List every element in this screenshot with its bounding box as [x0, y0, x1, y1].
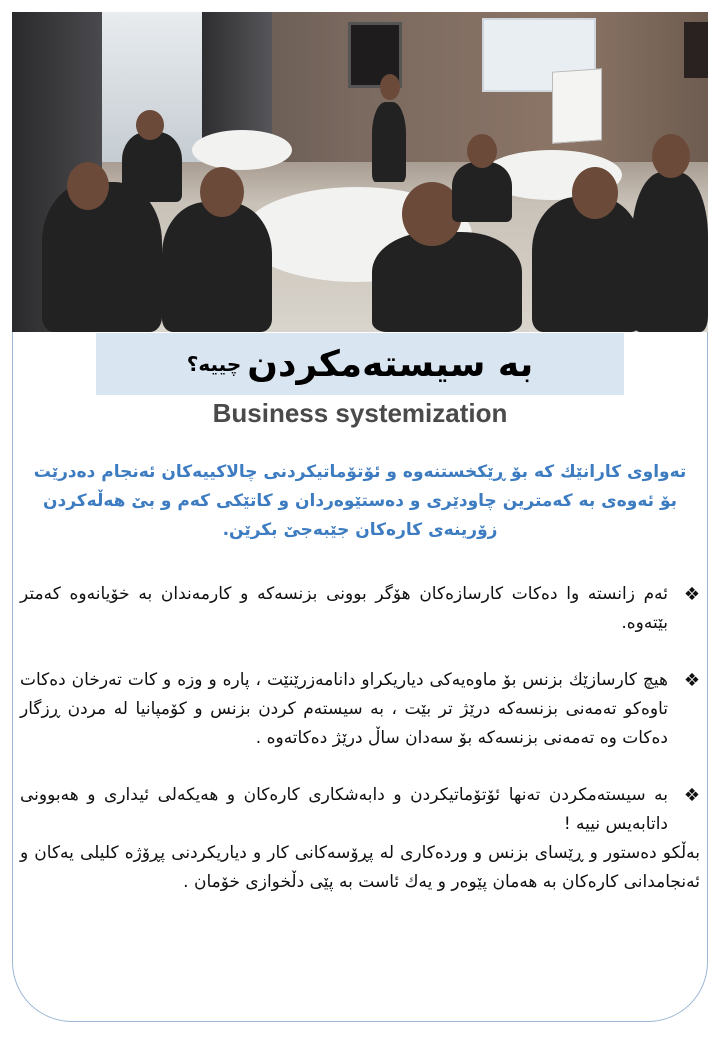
- photo-wall-frame-right: [684, 22, 708, 78]
- diamond-bullet-icon: ❖: [683, 670, 700, 691]
- photo-person: [122, 132, 182, 202]
- conference-photo: [12, 12, 708, 332]
- bullet-item: [20, 580, 700, 638]
- photo-person-head: [652, 134, 690, 178]
- photo-person-head: [572, 167, 618, 219]
- photo-person: [372, 232, 522, 332]
- photo-person-head: [136, 110, 164, 140]
- bullet-text: ئەم زانستە وا دەکات کارسازەکان هۆگر بوونی بزنسەکە و کارمەندان بە خۆیانەوە کەمتر بێتەوە.: [20, 584, 668, 633]
- page-subtitle: Business systemization: [212, 398, 508, 428]
- bullet-list: [20, 580, 700, 925]
- photo-person: [452, 162, 512, 222]
- photo-person-head: [467, 134, 497, 168]
- photo-person: [162, 202, 272, 332]
- photo-person: [42, 182, 162, 332]
- photo-curtain-right: [202, 12, 272, 142]
- page-title: به سیستەمکردن: [247, 343, 534, 385]
- page-title-suffix: چییە؟: [186, 352, 242, 376]
- photo-person-head: [380, 74, 400, 100]
- photo-person-head: [200, 167, 244, 217]
- intro-paragraph: تەواوی کارانێك کە بۆ ڕێکخستنەوە و ئۆتۆماتیکردنی چالاکییەکان ئەنجام دەدرێت بۆ ئەوەی بە کەمترین چاودێری و دەستێوەردان و کاتێکی کەم و بێ هەڵەکردن زۆرینەی کارەکان جێبەجێ بکرێن.: [33, 462, 687, 540]
- bullet-continuation: بەڵکو دەستور و ڕێسای بزنس و وردەکاری لە پڕۆسەکانی کار و دیاریکردنی پڕۆژە کلیلی یەکان و ئەنجامدانی کارەکان بە هەمان پێوەر و یەك ئاست بە پێی دڵخوازی خۆمان .: [20, 843, 700, 892]
- bullet-item: [20, 781, 700, 897]
- photo-person: [632, 172, 708, 332]
- photo-flipchart: [552, 68, 602, 143]
- photo-table: [192, 130, 292, 170]
- diamond-bullet-icon: ❖: [683, 785, 700, 806]
- bullet-item: [20, 666, 700, 753]
- bullet-text: بە سیستەمکردن تەنها ئۆتۆماتیکردن و دابەشکاری کارەکان و هەیکەلی ئیداری و هەبوونی داتابەیس نییە !: [20, 785, 668, 834]
- bullet-text: هیچ کارسازێك بزنس بۆ ماوەیەکی دیاریکراو دانامەزرێنێت ، پارە و وزە و کات تەرخان دەکات تاوەکو تەمەنی بزنسەکە درێژ تر بێت ، به سیستەم کردن بزنس و کۆمپانیا لە مردن ڕزگار دەکات وە تەمەنی بزنسەکە بۆ سەدان ساڵ درێژ دەکاتەوە .: [20, 670, 668, 748]
- photo-person-head: [67, 162, 109, 210]
- diamond-bullet-icon: ❖: [683, 584, 700, 605]
- title-box: [96, 333, 624, 395]
- photo-person: [372, 102, 406, 182]
